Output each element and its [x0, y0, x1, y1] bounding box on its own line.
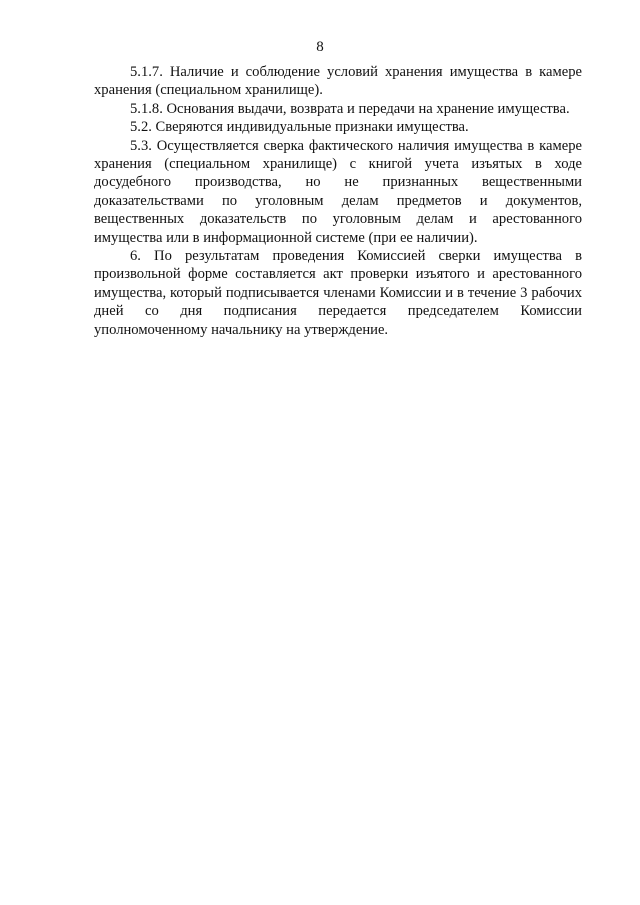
document-body [94, 63, 582, 339]
paragraph-5-2: 5.2. Сверяются индивидуальные признаки имущества. [130, 119, 469, 136]
paragraph-5-1-8: 5.1.8. Основания выдачи, возврата и передачи на хранение имущества. [130, 100, 570, 117]
paragraph-6: 6. По результатам проведения Комиссией сверки имущества в произвольной форме составляется акт проверки изъятого и арестованного имущества, который подписывается членами Комиссии и в течение 3 рабочих дней со дня подписания передается председателем Комиссии уполномоченному начальнику на утверждение. [94, 248, 582, 338]
paragraph-5-3: 5.3. Осуществляется сверка фактического наличия имущества в камере хранения (специальном хранилище) с книгой учета изъятых в ходе досудебного производства, но не признанных вещественными доказательствами по уголовным делам предметов и документов, вещественных доказательств по уголовным делам и арестованного имущества или в информационной системе (при ее наличии). [94, 137, 582, 246]
paragraph-5-1-7: 5.1.7. Наличие и соблюдение условий хранения имущества в камере хранения (специальном хранилище). [94, 64, 582, 99]
page-number: 8 [316, 39, 324, 55]
